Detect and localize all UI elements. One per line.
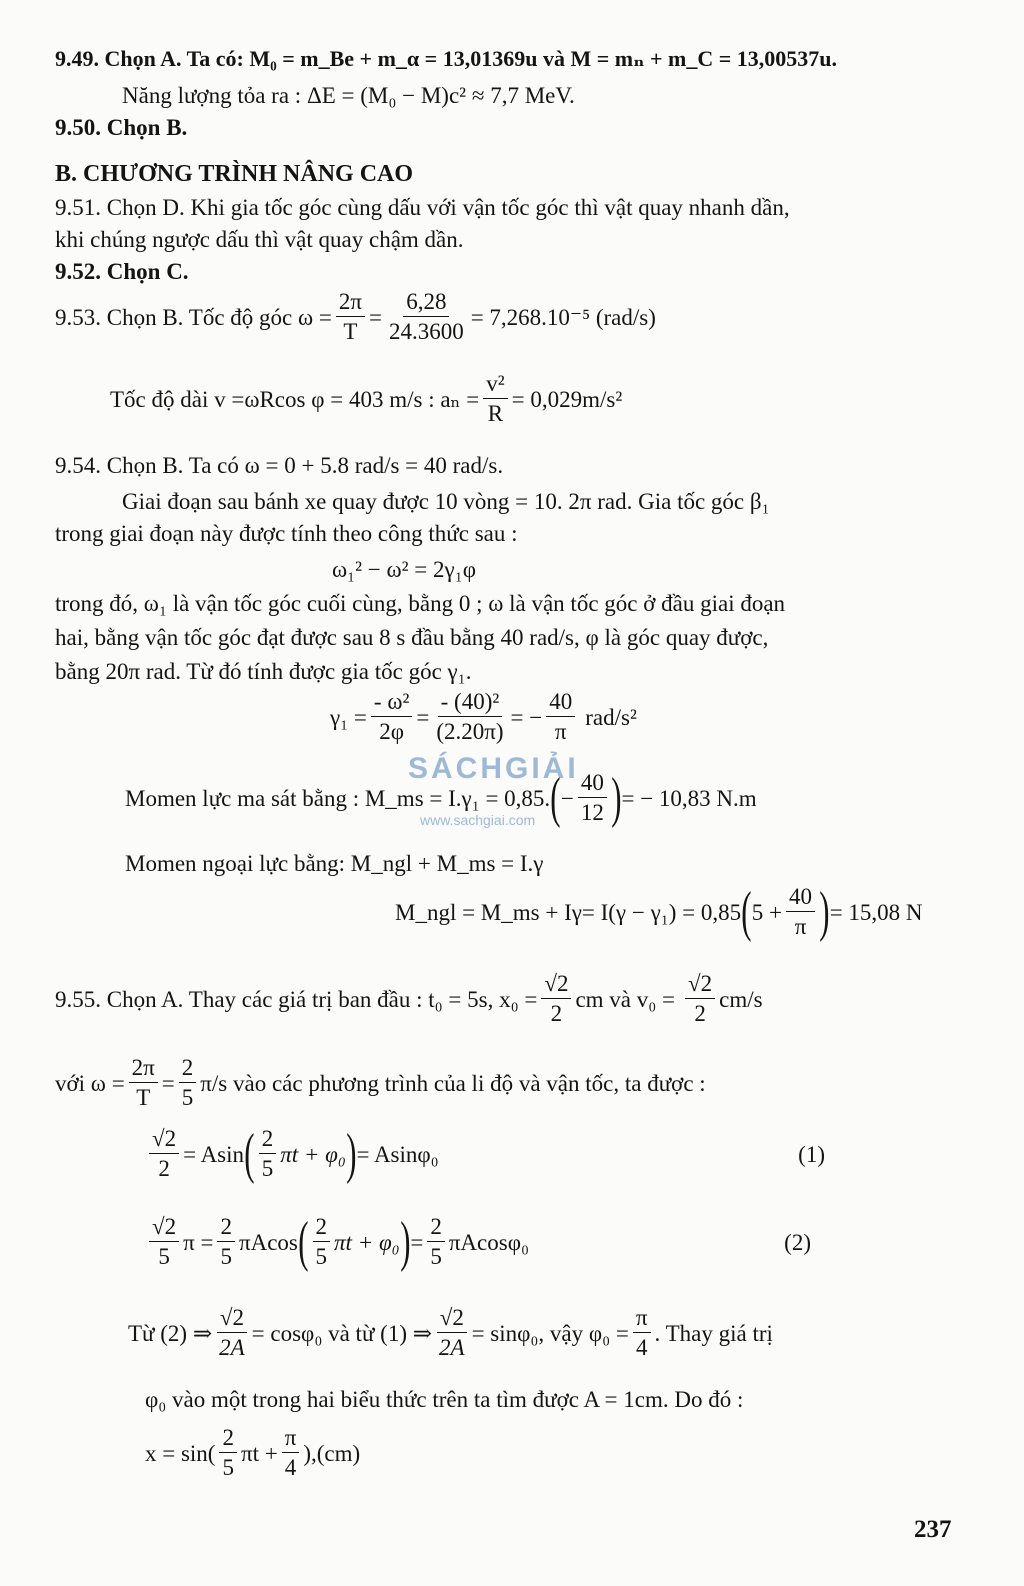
equals: =	[416, 704, 430, 730]
line-second-phase: hai, bằng vận tốc góc đạt được sau 8 s đầu bằng 40 rad/s, φ là góc quay được,	[55, 625, 769, 650]
fraction	[633, 1306, 651, 1360]
numerator: π	[633, 1306, 651, 1333]
denominator: 2	[694, 1001, 706, 1027]
text: Từ (2) ⇒	[128, 1320, 213, 1346]
equation-1	[145, 1123, 825, 1185]
numerator: √2	[149, 1127, 179, 1154]
right-paren: )	[611, 767, 622, 829]
line-9-54: 9.54. Chọn B. Ta có ω = 0 + 5.8 rad/s = 40 rad/s.	[55, 453, 504, 478]
text: 9.53. Chọn B. Tốc độ góc ω =	[55, 304, 332, 330]
numerator: √2	[149, 1215, 179, 1242]
denominator: 5	[158, 1244, 170, 1269]
numerator: 2	[259, 1127, 277, 1154]
line-formula-intro: trong giai đoạn này được tính theo công thức sau :	[55, 521, 518, 546]
numerator: 2π	[336, 290, 365, 317]
text: πt +	[240, 1440, 278, 1466]
numerator: 2	[313, 1215, 331, 1242]
text: πAcos	[238, 1229, 298, 1255]
fraction	[282, 1426, 300, 1480]
denominator: 24.3600	[388, 319, 464, 345]
line-speed	[110, 372, 622, 426]
denominator: 5	[220, 1244, 232, 1269]
denominator: 5	[261, 1156, 274, 1181]
text: = 0,029m/s²	[511, 386, 623, 412]
line-9-51: 9.51. Chọn D. Khi gia tốc góc cùng dấu với vận tốc góc thì vật quay nhanh dần,	[55, 195, 790, 220]
text: M_ngl = M_ms + Iγ= I(γ − γ₁) = 0,85	[395, 899, 742, 925]
denominator: 2A	[439, 1335, 465, 1361]
text: = cosφ₀ và từ (1) ⇒	[251, 1320, 432, 1346]
denominator: 2φ	[379, 719, 405, 745]
text: γ₁ =	[330, 704, 367, 730]
left-paren: (	[298, 1211, 309, 1273]
numerator: 2	[427, 1215, 445, 1242]
text: πAcosφ₀	[448, 1229, 529, 1255]
numerator: 2	[179, 1056, 197, 1083]
text: Momen lực ma sát bằng : M_ms = I.γ₁ = 0,85.	[125, 785, 551, 811]
numerator: √2	[437, 1306, 467, 1333]
line-9-51-cont: khi chúng ngược dấu thì vật quay chậm dần.	[55, 227, 464, 252]
watermark-url: www.sachgiai.com	[420, 812, 536, 828]
denominator: 2A	[219, 1335, 245, 1361]
right-paren: )	[819, 881, 830, 943]
fraction	[386, 290, 467, 344]
text: = − 10,83 N.m	[621, 785, 757, 811]
numerator: 2	[219, 1426, 237, 1453]
text: = 15,08 N	[829, 899, 923, 925]
denominator: (2.20π)	[436, 719, 504, 745]
fraction	[217, 1215, 235, 1269]
line-from-2	[128, 1306, 773, 1360]
line-9-52: 9.52. Chọn C.	[55, 259, 189, 284]
denominator: 5	[181, 1085, 194, 1111]
fraction	[149, 1215, 179, 1269]
text: x = sin(	[145, 1440, 216, 1466]
equation-external-moment	[395, 881, 923, 943]
numerator: 40	[578, 771, 607, 798]
denominator: π	[554, 719, 567, 745]
equals: =	[368, 304, 382, 330]
text: Tốc độ dài v =ωRcos φ = 403 m/s : aₙ =	[110, 386, 480, 412]
text: = sinφ₀, vậy φ₀ =	[471, 1320, 629, 1346]
line-phi-result: φ₀ vào một trong hai biểu thức trên ta tìm được A = 1cm. Do đó :	[145, 1387, 744, 1412]
line-omega	[55, 1056, 706, 1110]
fraction	[313, 1215, 331, 1269]
numerator: - ω²	[371, 690, 412, 717]
line-where: trong đó, ω₁ là vận tốc góc cuối cùng, bằng 0 ; ω là vận tốc góc ở đầu giai đoạn	[55, 591, 786, 616]
denominator: T	[343, 319, 358, 345]
denominator: 4	[635, 1335, 648, 1361]
denominator: 5	[222, 1455, 234, 1481]
fraction	[541, 972, 571, 1026]
denominator: π	[794, 914, 807, 939]
equals: = −	[510, 704, 543, 730]
numerator: π	[282, 1426, 300, 1453]
fraction	[259, 1127, 277, 1181]
line-energy: Năng lượng tỏa ra : ΔE = (M₀ − M)c² ≈ 7,7 MeV.	[122, 83, 575, 108]
denominator: R	[487, 401, 504, 427]
text: = Asin	[183, 1141, 245, 1167]
equation-tag: (1)	[798, 1141, 825, 1167]
numerator: √2	[217, 1306, 247, 1333]
denominator: 4	[284, 1455, 297, 1481]
text: πt + φ₀	[334, 1229, 400, 1255]
equation-x	[145, 1426, 360, 1480]
fraction	[149, 1127, 179, 1181]
text: cm/s	[719, 986, 763, 1012]
numerator: 40	[786, 885, 815, 912]
fraction	[786, 885, 815, 939]
minus: −	[560, 785, 574, 811]
numerator: √2	[685, 972, 715, 999]
denominator: 12	[580, 800, 604, 825]
left-paren: (	[550, 767, 561, 829]
numerator: 40	[546, 690, 575, 717]
left-paren: (	[741, 881, 752, 943]
line-external-moment: Momen ngoại lực bằng: M_ngl + M_ms = I.γ	[125, 851, 544, 876]
text: rad/s²	[585, 704, 637, 730]
numerator: 6,28	[403, 290, 449, 317]
denominator: 5	[430, 1244, 442, 1269]
watermark-logo: SÁCHGIẢI	[408, 752, 579, 785]
fraction	[129, 1056, 158, 1110]
text: πt + φ₀	[280, 1141, 346, 1167]
fraction	[179, 1056, 197, 1110]
right-paren: )	[346, 1123, 357, 1185]
text: π/s vào các phương trình của li độ và vận tốc, ta được :	[200, 1070, 706, 1096]
page-number: 237	[914, 1516, 952, 1543]
line-9-53	[55, 290, 656, 344]
numerator: 2π	[129, 1056, 158, 1083]
left-paren: (	[244, 1123, 255, 1185]
fraction	[427, 1215, 445, 1269]
denominator: 2	[550, 1001, 563, 1027]
line-gamma-intro: bằng 20π rad. Từ đó tính được gia tốc góc γ₁.	[55, 659, 472, 684]
numerator: 2	[217, 1215, 235, 1242]
fraction	[371, 690, 412, 744]
fraction	[546, 690, 575, 744]
text: 9.55. Chọn A. Thay các giá trị ban đầu : t₀ = 5s, x₀ =	[55, 986, 538, 1012]
numerator: v²	[483, 372, 507, 399]
fraction	[685, 972, 715, 1026]
line-phase: Giai đoạn sau bánh xe quay được 10 vòng = 10. 2π rad. Gia tốc góc β₁	[122, 489, 770, 514]
text: 5 +	[751, 899, 783, 925]
numerator: √2	[541, 972, 571, 999]
text: cm và v₀ =	[575, 986, 675, 1012]
fraction	[578, 771, 607, 825]
fraction	[336, 290, 365, 344]
text: π =	[183, 1229, 214, 1255]
text: . Thay giá trị	[654, 1320, 773, 1346]
line-9-49: 9.49. Chọn A. Ta có: M₀ = m_Be + m_α = 13,01369u và M = mₙ + m_C = 13,00537u.	[55, 46, 838, 71]
denominator: T	[136, 1085, 151, 1111]
equation-2	[145, 1211, 811, 1273]
fraction	[436, 1306, 468, 1360]
denominator: 5	[315, 1244, 328, 1269]
fraction	[216, 1306, 248, 1360]
equation-tag: (2)	[784, 1229, 811, 1255]
fraction	[433, 690, 506, 744]
section-heading: B. CHƯƠNG TRÌNH NÂNG CAO	[55, 161, 414, 187]
text: = Asinφ₀	[356, 1141, 439, 1167]
denominator: 2	[158, 1156, 170, 1181]
text: với ω =	[55, 1070, 125, 1096]
fraction	[483, 372, 507, 426]
equals: =	[410, 1229, 424, 1255]
equation-omega: ω₁² − ω² = 2γ₁φ	[332, 557, 476, 582]
line-9-50: 9.50. Chọn B.	[55, 115, 188, 140]
equation-gamma	[330, 690, 637, 744]
right-paren: )	[399, 1211, 411, 1273]
numerator: - (40)²	[438, 690, 503, 717]
text: = 7,268.10⁻⁵ (rad/s)	[470, 304, 656, 330]
line-9-55	[55, 972, 763, 1026]
fraction	[219, 1426, 237, 1480]
equals: =	[161, 1070, 175, 1096]
text: ),(cm)	[303, 1440, 361, 1466]
